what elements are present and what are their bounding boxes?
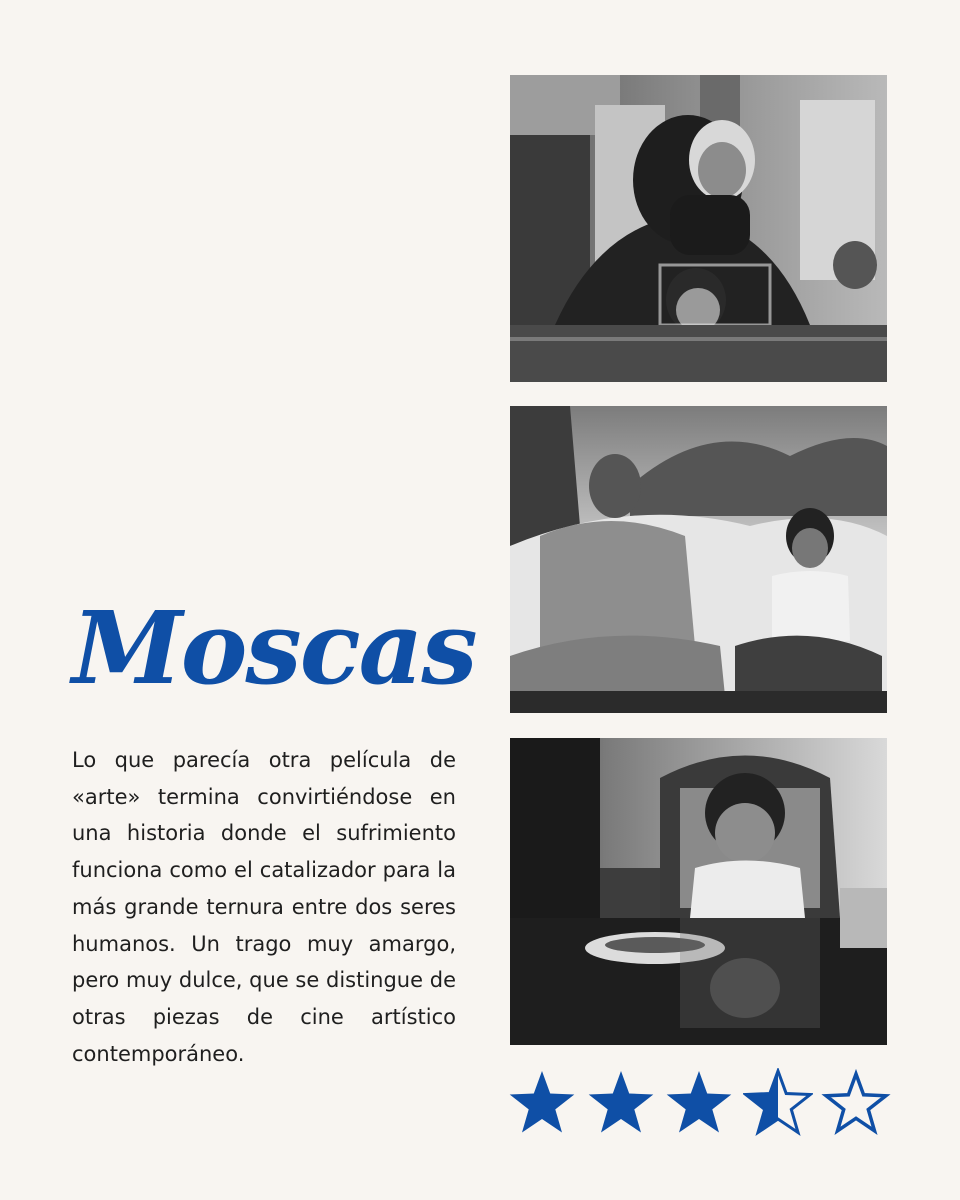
rating-stars: [507, 1068, 891, 1138]
film-still-3: [510, 738, 887, 1045]
film-still-1: [510, 75, 887, 382]
star-full-icon: [507, 1068, 577, 1138]
film-still-2: [510, 406, 887, 713]
star-full-icon: [586, 1068, 656, 1138]
star-full-icon: [664, 1068, 734, 1138]
movie-title: Moscas: [72, 589, 476, 707]
star-empty-icon: [821, 1068, 891, 1138]
star-half-icon: [743, 1068, 813, 1138]
review-text: Lo que parecía otra película de «arte» termina convirtiéndose en una historia donde el sufrimiento funciona como el catalizador para la más grande ternura entre dos seres humanos. Un trago muy amargo, pero muy dulce, que se distingue de otras piezas de cine artístico contemporáneo.: [72, 748, 456, 1066]
